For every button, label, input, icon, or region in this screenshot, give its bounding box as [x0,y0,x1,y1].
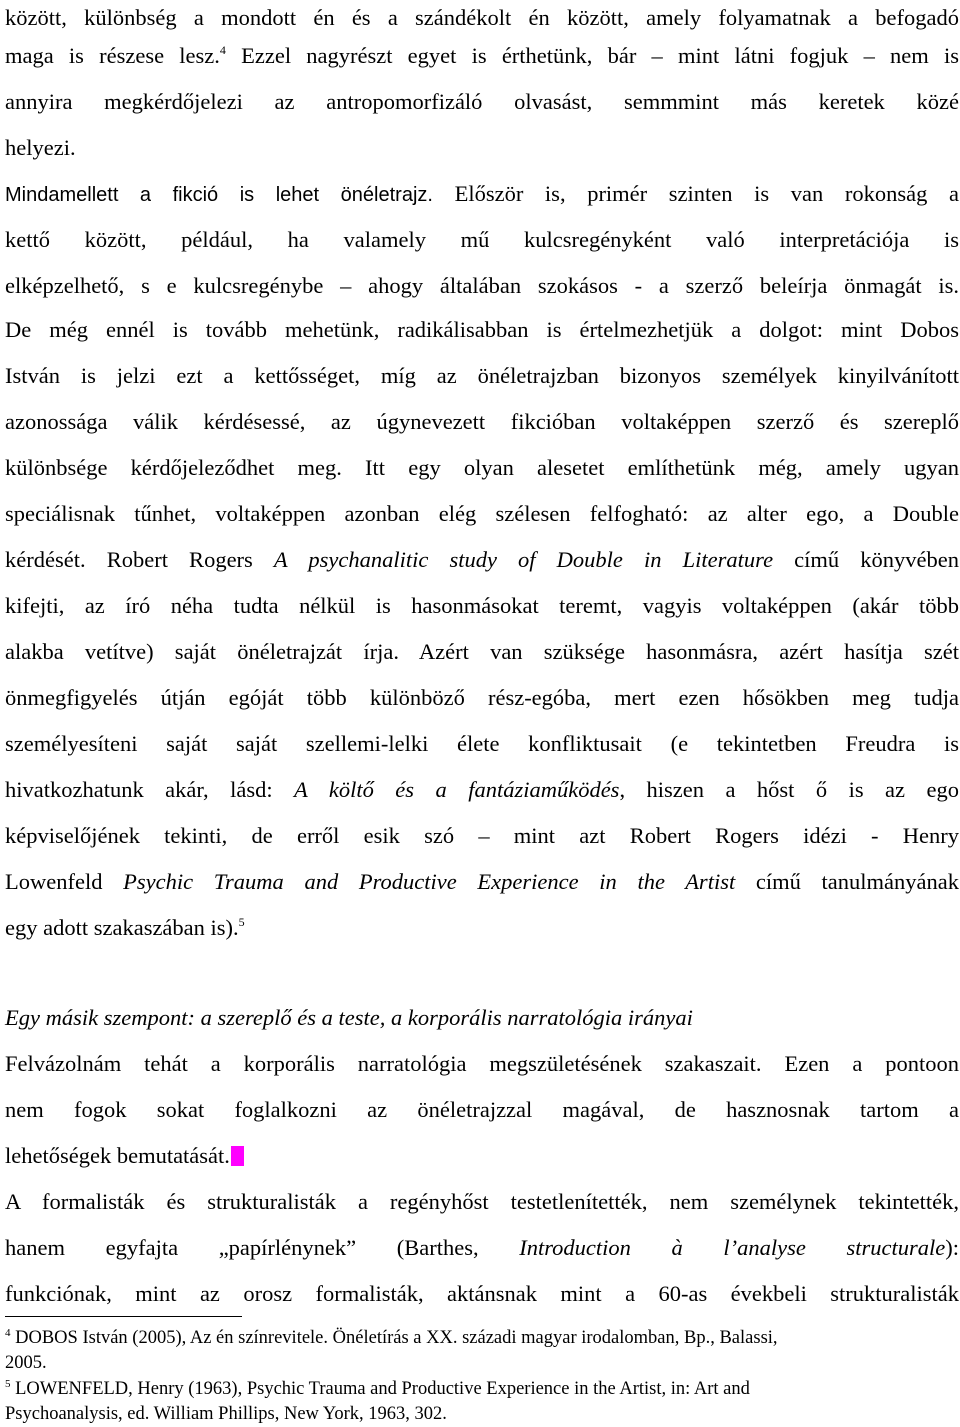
work-title: Psychic Trauma and Productive Experience in the Artist [123,869,736,894]
footnote-ref-4[interactable]: 4 [219,43,226,57]
body-line: speciálisnak tűnhet, voltaképpen azonban elég szélesen felfogható: az alter ego, a Double [5,501,959,526]
footnote-divider [5,1316,242,1317]
body-line: kifejti, az író néha tudta nélkül is hasonmásokat teremt, vagyis voltaképpen (akár több [5,593,959,618]
body-line: alakba vetítve) saját önéletrajzát írja. Azért van szüksége hasonmásra, azért hasítja szét [5,639,959,664]
body-line: egy adott szakaszában is).$^5$ [5,915,245,940]
body-line: különbsége kérdőjeleződhet meg. Itt egy olyan alesetet említhetünk még, amely ugyan [5,455,959,480]
footnote-5-continued: Psychoanalysis, ed. William Phillips, New York, 1963, 302. [5,1404,447,1424]
highlight-marker [231,1146,244,1166]
body-line: lehetőségek bemutatását. [5,1142,959,1170]
book-title: A psychanalitic study of Double in Literature [273,547,774,572]
body-line: István is jelzi ezt a kettősséget, míg az önéletrajzban bizonyos személyek kinyilvánított [5,363,959,388]
body-line: képviselőjének tekinti, de erről esik szó – mint azt Robert Rogers idézi - Henry [5,823,959,848]
body-line: hanem egyfajta „papírlénynek” (Barthes, Introduction à l’analyse structurale): [5,1235,959,1260]
body-line: annyira megkérdőjelezi az antropomorfizáló olvasást, semmmint más keretek közé [5,89,959,114]
body-line: hivatkozhatunk akár, lásd: A költő és a fantáziaműködés, hiszen a hőst ő is az ego [5,777,959,802]
section-heading: Egy másik szempont: a szereplő és a teste, a korporális narratológia irányai [5,1005,693,1030]
body-line: Lowenfeld Psychic Trauma and Productive Experience in the Artist című tanulmányának [5,869,959,894]
work-title: Introduction à l’analyse structurale [519,1235,946,1260]
body-line: között, különbség a mondott én és a szándékolt én között, amely folyamatnak a befogadó [5,5,959,30]
footnote-ref-5[interactable]: 5 [238,915,245,929]
body-line: nem fogok sokat foglalkozni az önéletrajzzal magával, de hasznosnak tartom a [5,1097,959,1122]
body-line: De még ennél is tovább mehetünk, radikálisabban is értelmezhetjük a dolgot: mint Dobos [5,317,959,342]
body-line: funkciónak, mint az orosz formalisták, aktánsnak mint a 60-as évekbeli strukturalisták [5,1281,959,1306]
footnote-4-continued: 2005. [5,1353,47,1373]
work-title: A költő és a fantáziaműködés [294,777,620,802]
body-line: azonossága válik kérdésessé, az úgynevezett fikcióban voltaképpen szerző és szereplő [5,409,959,434]
body-line: A formalisták és strukturalisták a regényhőst testetlenítették, nem személynek tekintették, [5,1189,959,1214]
body-line: kérdését. Robert Rogers A psychanalitic study of Double in Literature című könyvében [5,547,959,572]
body-line: helyezi. [5,135,76,160]
body-line: Felvázolnám tehát a korporális narratológia megszületésének szakaszait. Ezen a pontoon [5,1051,959,1076]
body-line: Mindamellett a fikció is lehet önéletrajz. Először is, primér szinten is van rokonság a [5,181,959,206]
body-line: személyesíteni saját saját szellemi-lelki élete konfliktusait (e tekintetben Freudra is [5,731,959,756]
body-line: maga is részese lesz.$^4$ Ezzel nagyrészt egyet is érthetünk, bár – mint látni fogjuk – nem is [5,43,959,68]
body-line: elképzelhető, s e kulcsregénybe – ahogy általában szokásos - a szerző beleírja önmagát is. [5,273,959,298]
body-line: önmegfigyelés útján egóját több különböző rész-egóba, mert ezen hősökben meg tudja [5,685,959,710]
footnote-4: $^4$ DOBOS István (2005), Az én színrevitele. Önéletírás a XX. századi magyar irodalomban, Bp., Balassi, [5,1327,778,1348]
footnote-5: $^5$ LOWENFELD, Henry (1963), Psychic Trauma and Productive Experience in the Artist, in: Art and [5,1378,750,1399]
body-line: kettő között, például, ha valamely mű kulcsregényként való interpretációja is [5,227,959,252]
